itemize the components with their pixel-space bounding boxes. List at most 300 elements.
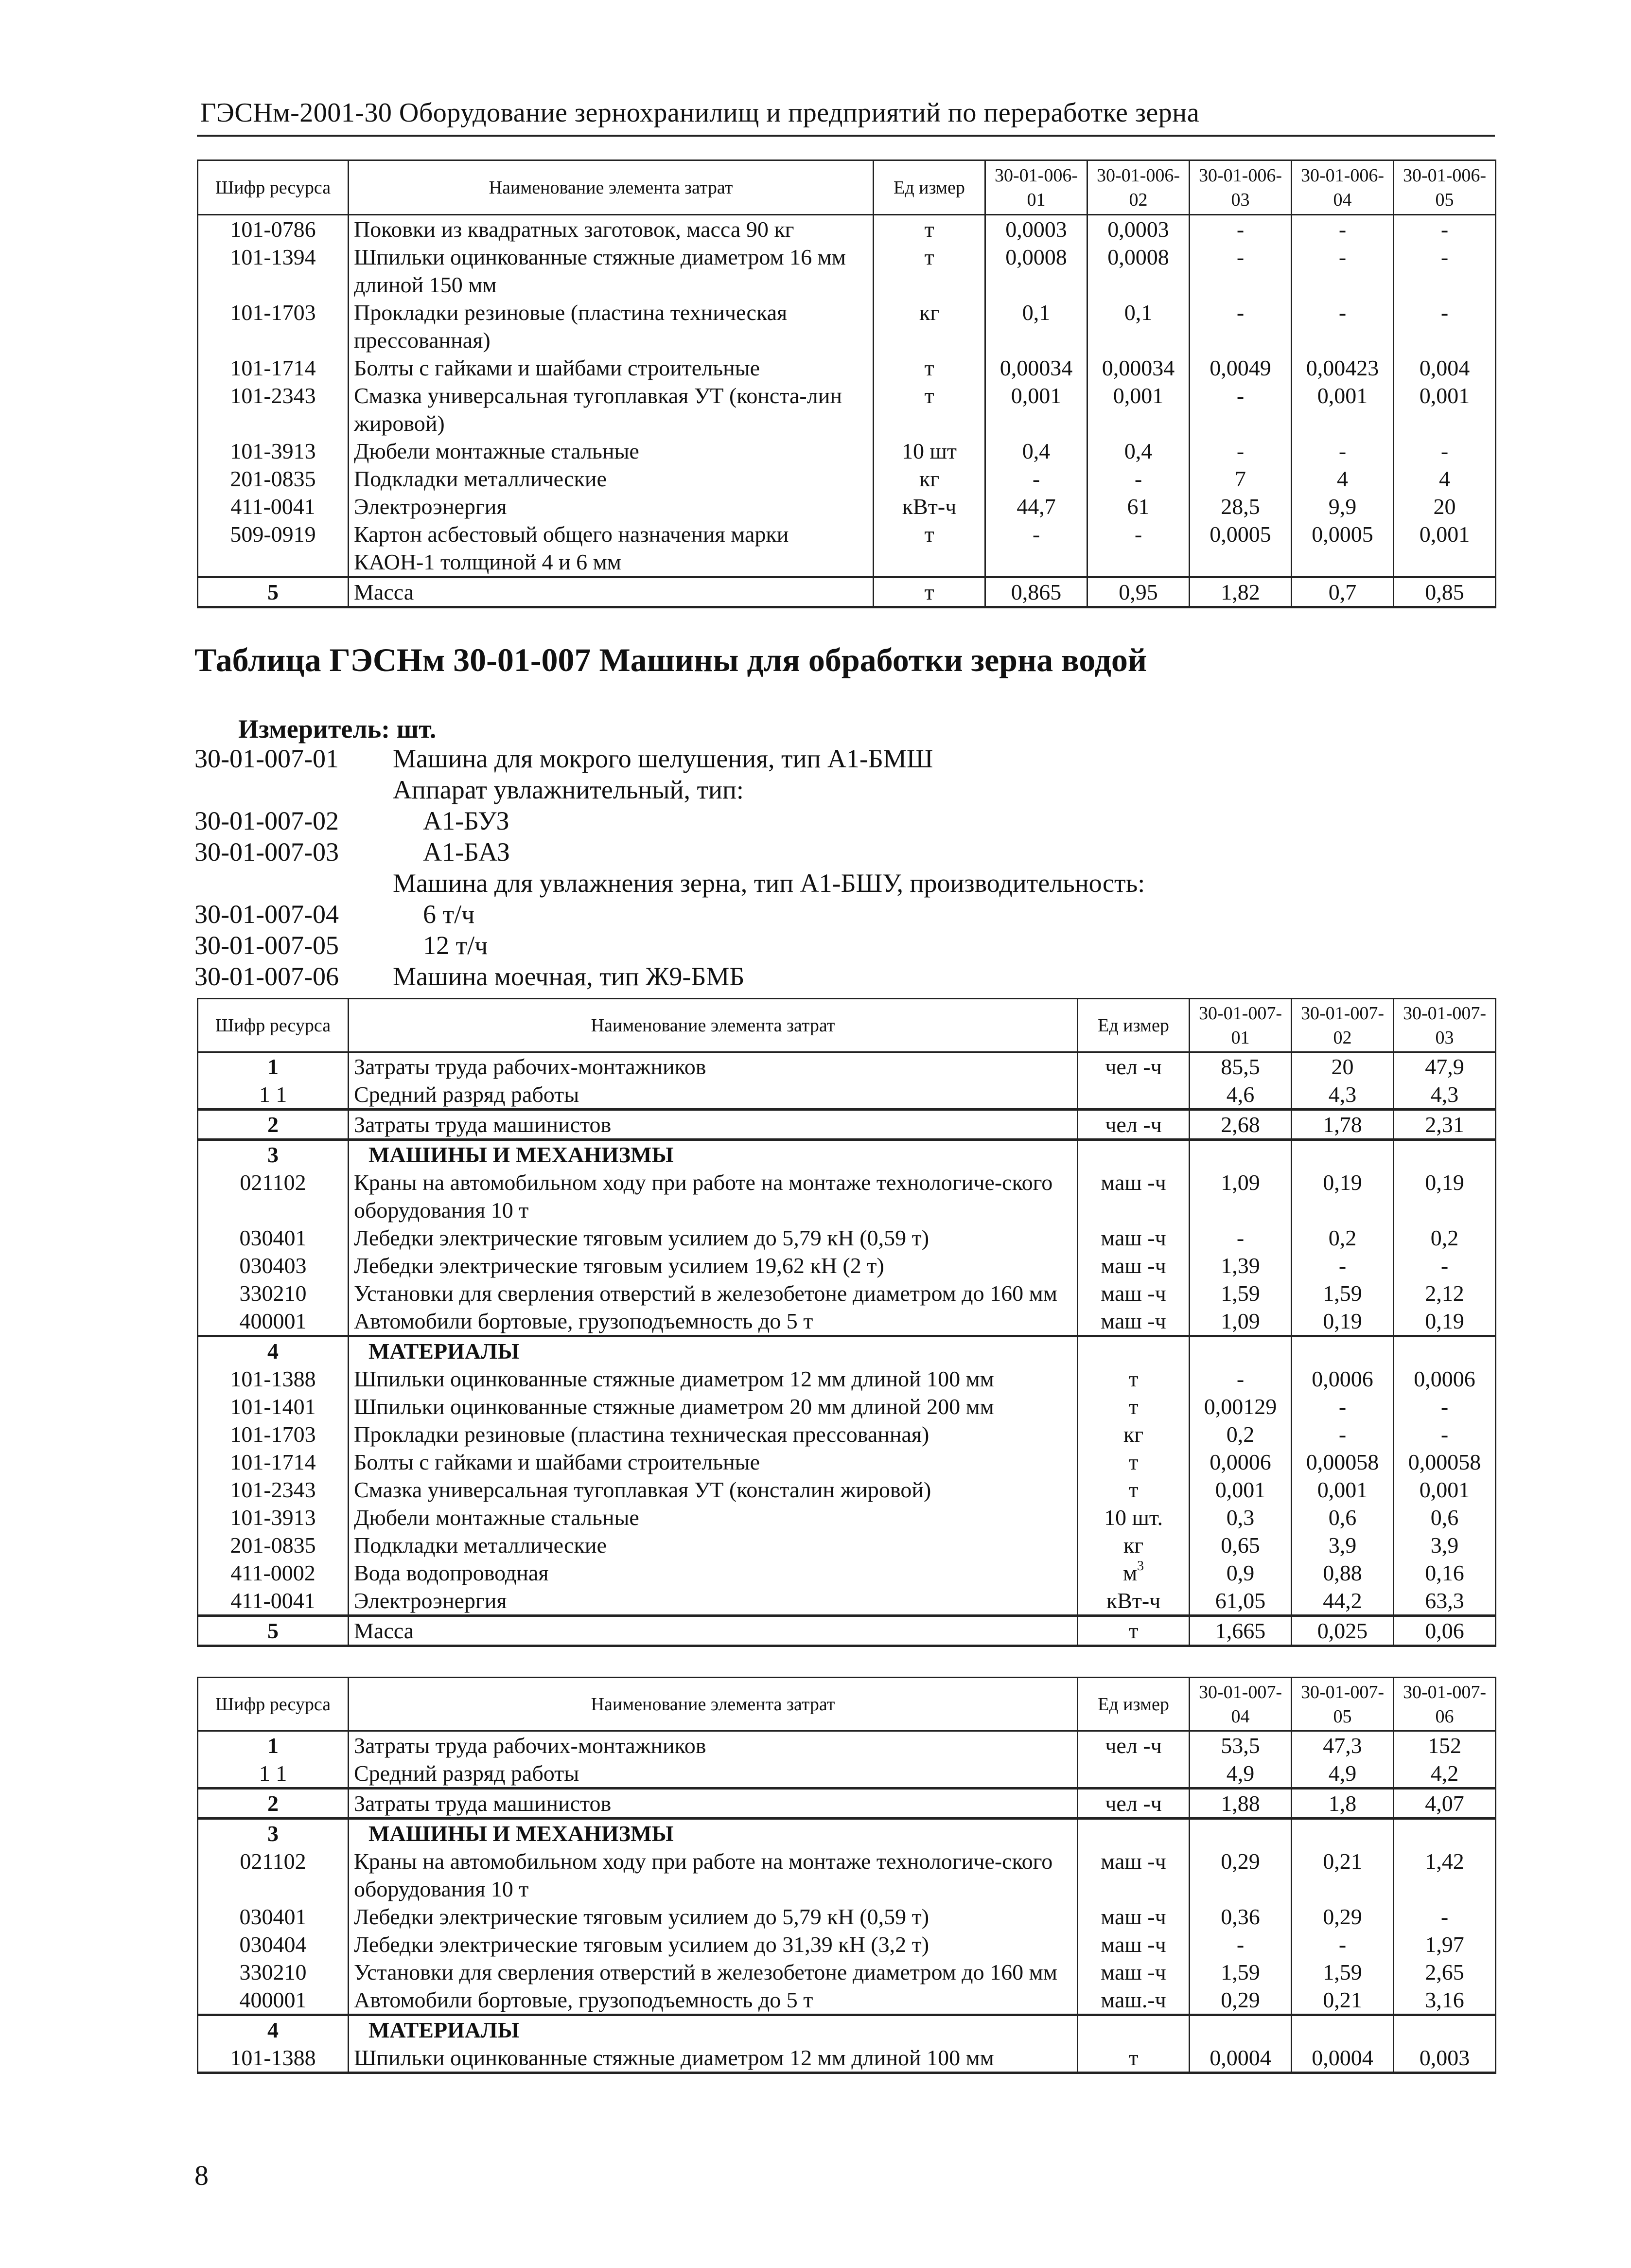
table-row bbox=[198, 1616, 1496, 1646]
value-cell: - bbox=[1394, 215, 1496, 244]
variant-description: Аппарат увлажнительный, тип: bbox=[393, 775, 744, 804]
table-row bbox=[198, 1140, 1496, 1169]
value-cell: 1,82 bbox=[1190, 577, 1292, 607]
value-cell: 1,78 bbox=[1292, 1110, 1394, 1140]
header-variant: 30-01-007-03 bbox=[1394, 999, 1496, 1052]
value-cell: - bbox=[1190, 243, 1292, 299]
resource-name: Электроэнергия bbox=[349, 493, 874, 520]
resource-name: Затраты труда машинистов bbox=[349, 1789, 1078, 1819]
resource-code: 1 1 bbox=[198, 1081, 349, 1110]
unit-cell bbox=[1078, 1140, 1190, 1169]
value-cell: - bbox=[1292, 1252, 1394, 1279]
table-header-row bbox=[198, 1678, 1496, 1731]
value-cell: - bbox=[1394, 1252, 1496, 1279]
resource-code: 4 bbox=[198, 2015, 349, 2044]
value-cell: - bbox=[985, 465, 1087, 493]
value-cell: 0,001 bbox=[1292, 1476, 1394, 1504]
value-cell: 0,29 bbox=[1190, 1847, 1292, 1903]
unit-text: т bbox=[924, 217, 934, 242]
unit-cell bbox=[1078, 1958, 1190, 1986]
resource-code: 1 1 bbox=[198, 1759, 349, 1789]
value-cell: 0,0003 bbox=[1087, 215, 1190, 244]
value-cell: - bbox=[1292, 1931, 1394, 1958]
resource-name: Краны на автомобильном ходу при работе на монтаже технологиче-ского оборудования 10 т bbox=[349, 1169, 1078, 1224]
table-row bbox=[198, 1986, 1496, 2015]
value-cell: 0,001 bbox=[1394, 1476, 1496, 1504]
variant-item bbox=[194, 961, 1264, 992]
unit-cell bbox=[1078, 1169, 1190, 1224]
unit-text: маш.-ч bbox=[1101, 1987, 1166, 2012]
value-cell: - bbox=[1292, 215, 1394, 244]
resource-name: Масса bbox=[349, 1616, 1078, 1646]
table-row bbox=[198, 215, 1496, 244]
resource-code: 101-1388 bbox=[198, 1365, 349, 1393]
unit-text: маш -ч bbox=[1101, 1932, 1166, 1957]
unit-text: кг bbox=[919, 466, 940, 491]
value-cell: 0,2 bbox=[1292, 1224, 1394, 1252]
table-row bbox=[198, 1081, 1496, 1110]
header-variant: 30-01-007-01 bbox=[1190, 999, 1292, 1052]
unit-text: т bbox=[924, 245, 934, 269]
table-row bbox=[198, 1252, 1496, 1279]
value-cell: 20 bbox=[1292, 1052, 1394, 1081]
value-cell: - bbox=[1394, 243, 1496, 299]
value-cell: 0,001 bbox=[1394, 382, 1496, 437]
variant-description: Машина для мокрого шелушения, тип А1-БМШ bbox=[393, 744, 933, 773]
variant-item bbox=[194, 930, 1264, 961]
unit-text: кВт-ч bbox=[1106, 1588, 1161, 1613]
value-cell bbox=[1292, 1140, 1394, 1169]
unit-text: кг bbox=[919, 300, 940, 325]
resource-code: 2 bbox=[198, 1789, 349, 1819]
value-cell: 0,06 bbox=[1394, 1616, 1496, 1646]
resource-name: Затраты труда рабочих-монтажников bbox=[349, 1052, 1078, 1081]
table-header-row bbox=[198, 160, 1496, 215]
table-row bbox=[198, 2044, 1496, 2073]
table-row bbox=[198, 437, 1496, 465]
value-cell: - bbox=[1394, 1393, 1496, 1420]
value-cell: 28,5 bbox=[1190, 493, 1292, 520]
value-cell: 0,0003 bbox=[985, 215, 1087, 244]
unit-text: т bbox=[924, 580, 934, 604]
value-cell bbox=[1394, 1140, 1496, 1169]
value-cell bbox=[1190, 1336, 1292, 1365]
variant-code: 30-01-007-01 bbox=[194, 744, 339, 773]
value-cell: 0,0006 bbox=[1394, 1365, 1496, 1393]
unit-text: маш -ч bbox=[1101, 1281, 1166, 1306]
resource-code: 101-0786 bbox=[198, 215, 349, 244]
unit-cell bbox=[1078, 1531, 1190, 1559]
variant-code: 30-01-007-02 bbox=[194, 806, 339, 835]
value-cell: 0,16 bbox=[1394, 1559, 1496, 1587]
unit-cell bbox=[1078, 1903, 1190, 1931]
value-cell: 7 bbox=[1190, 465, 1292, 493]
resource-code: 101-1714 bbox=[198, 1448, 349, 1476]
unit-text: маш -ч bbox=[1101, 1309, 1166, 1333]
resource-code: 1 bbox=[198, 1052, 349, 1081]
value-cell: 0,025 bbox=[1292, 1616, 1394, 1646]
resource-code: 509-0919 bbox=[198, 520, 349, 577]
unit-text: т bbox=[924, 383, 934, 408]
value-cell bbox=[1190, 1819, 1292, 1848]
unit-cell bbox=[874, 437, 985, 465]
value-cell: 0,19 bbox=[1394, 1307, 1496, 1336]
value-cell: 0,001 bbox=[1394, 520, 1496, 577]
value-cell: 3,16 bbox=[1394, 1986, 1496, 2015]
value-cell: 4,07 bbox=[1394, 1789, 1496, 1819]
table-row bbox=[198, 1307, 1496, 1336]
unit-cell bbox=[1078, 1052, 1190, 1081]
value-cell: 4,6 bbox=[1190, 1081, 1292, 1110]
resource-code: 400001 bbox=[198, 1986, 349, 2015]
value-cell: 63,3 bbox=[1394, 1587, 1496, 1616]
value-cell: - bbox=[1190, 1931, 1292, 1958]
variant-description: А1-БАЗ bbox=[423, 837, 510, 867]
table-row bbox=[198, 1903, 1496, 1931]
value-cell: 1,97 bbox=[1394, 1931, 1496, 1958]
value-cell: 0,004 bbox=[1394, 354, 1496, 382]
section-title: МАШИНЫ И МЕХАНИЗМЫ bbox=[349, 1140, 1078, 1169]
value-cell: - bbox=[1394, 1420, 1496, 1448]
measure-unit: Измеритель: шт. bbox=[238, 714, 437, 744]
resource-name: Лебедки электрические тяговым усилием до 5,79 кН (0,59 т) bbox=[349, 1903, 1078, 1931]
value-cell bbox=[1292, 1336, 1394, 1365]
resource-name: Поковки из квадратных заготовок, масса 90 кг bbox=[349, 215, 874, 244]
resource-code: 101-1388 bbox=[198, 2044, 349, 2073]
value-cell: 4,3 bbox=[1292, 1081, 1394, 1110]
resource-name: Картон асбестовый общего назначения марки КАОН-1 толщиной 4 и 6 мм bbox=[349, 520, 874, 577]
unit-cell bbox=[1078, 1731, 1190, 1760]
unit-cell bbox=[874, 382, 985, 437]
header-variant: 30-01-007-05 bbox=[1292, 1678, 1394, 1731]
resource-code: 030401 bbox=[198, 1224, 349, 1252]
value-cell: - bbox=[1190, 437, 1292, 465]
header-variant: 30-01-007-06 bbox=[1394, 1678, 1496, 1731]
value-cell: - bbox=[1292, 437, 1394, 465]
value-cell: 0,0005 bbox=[1292, 520, 1394, 577]
value-cell: 0,21 bbox=[1292, 1986, 1394, 2015]
value-cell: 0,36 bbox=[1190, 1903, 1292, 1931]
unit-cell bbox=[874, 243, 985, 299]
value-cell: 47,3 bbox=[1292, 1731, 1394, 1760]
page-number: 8 bbox=[194, 2160, 209, 2191]
resource-code: 030403 bbox=[198, 1252, 349, 1279]
value-cell: 0,0008 bbox=[985, 243, 1087, 299]
value-cell: 0,865 bbox=[985, 577, 1087, 607]
resource-name: Подкладки металлические bbox=[349, 465, 874, 493]
resource-name: Прокладки резиновые (пластина техническая прессованная) bbox=[349, 299, 874, 354]
table-row bbox=[198, 1819, 1496, 1848]
unit-text: чел -ч bbox=[1105, 1112, 1162, 1137]
value-cell: 0,9 bbox=[1190, 1559, 1292, 1587]
resource-code: 101-3913 bbox=[198, 437, 349, 465]
value-cell: 0,001 bbox=[1087, 382, 1190, 437]
value-cell: 2,65 bbox=[1394, 1958, 1496, 1986]
table-row bbox=[198, 1731, 1496, 1760]
header-variant: 30-01-006-05 bbox=[1394, 160, 1496, 215]
header-name: Наименование элемента затрат bbox=[349, 160, 874, 215]
section-title: МАТЕРИАЛЫ bbox=[349, 1336, 1078, 1365]
value-cell: 0,001 bbox=[985, 382, 1087, 437]
header-code: Шифр ресурса bbox=[198, 999, 349, 1052]
table-row bbox=[198, 1336, 1496, 1365]
header-unit: Ед измер bbox=[1078, 1678, 1190, 1731]
value-cell: 1,42 bbox=[1394, 1847, 1496, 1903]
resource-name: Болты с гайками и шайбами строительные bbox=[349, 1448, 1078, 1476]
resource-name: Масса bbox=[349, 577, 874, 607]
resource-code: 2 bbox=[198, 1110, 349, 1140]
value-cell: 4,2 bbox=[1394, 1759, 1496, 1789]
variant-list bbox=[194, 743, 1264, 992]
value-cell bbox=[1394, 1336, 1496, 1365]
value-cell: 4,9 bbox=[1190, 1759, 1292, 1789]
value-cell: 0,0049 bbox=[1190, 354, 1292, 382]
variant-description: А1-БУЗ bbox=[423, 806, 509, 835]
unit-text: м bbox=[1122, 1560, 1138, 1585]
value-cell bbox=[1394, 1819, 1496, 1848]
value-cell: 44,7 bbox=[985, 493, 1087, 520]
table-row bbox=[198, 1110, 1496, 1140]
header-variant: 30-01-006-02 bbox=[1087, 160, 1190, 215]
value-cell: 3,9 bbox=[1394, 1531, 1496, 1559]
value-cell: 0,2 bbox=[1190, 1420, 1292, 1448]
value-cell: 53,5 bbox=[1190, 1731, 1292, 1760]
value-cell: 4 bbox=[1292, 465, 1394, 493]
value-cell: - bbox=[1292, 1393, 1394, 1420]
value-cell: 9,9 bbox=[1292, 493, 1394, 520]
resource-name: Смазка универсальная тугоплавкая УТ (конста-лин жировой) bbox=[349, 382, 874, 437]
resource-name: Лебедки электрические тяговым усилием 19,62 кН (2 т) bbox=[349, 1252, 1078, 1279]
value-cell: - bbox=[985, 520, 1087, 577]
value-cell: 0,0004 bbox=[1292, 2044, 1394, 2073]
value-cell: - bbox=[1292, 1420, 1394, 1448]
value-cell: 1,59 bbox=[1292, 1958, 1394, 1986]
variant-item bbox=[194, 836, 1264, 868]
resource-name: Лебедки электрические тяговым усилием до 31,39 кН (3,2 т) bbox=[349, 1931, 1078, 1958]
value-cell: 3,9 bbox=[1292, 1531, 1394, 1559]
value-cell: 47,9 bbox=[1394, 1052, 1496, 1081]
resource-name: Дюбели монтажные стальные bbox=[349, 437, 874, 465]
variant-item bbox=[194, 774, 1264, 805]
resource-code: 5 bbox=[198, 1616, 349, 1646]
resource-name: Подкладки металлические bbox=[349, 1531, 1078, 1559]
value-cell bbox=[1190, 1140, 1292, 1169]
variant-description: Машина для увлажнения зерна, тип А1-БШУ, производительность: bbox=[393, 868, 1145, 898]
table-row bbox=[198, 1759, 1496, 1789]
value-cell: 0,00058 bbox=[1292, 1448, 1394, 1476]
value-cell: - bbox=[1394, 1903, 1496, 1931]
resource-code: 330210 bbox=[198, 1279, 349, 1307]
resource-name: Средний разряд работы bbox=[349, 1081, 1078, 1110]
table-row bbox=[198, 1559, 1496, 1587]
resource-code: 021102 bbox=[198, 1847, 349, 1903]
table-row bbox=[198, 1169, 1496, 1224]
header-variant: 30-01-006-03 bbox=[1190, 160, 1292, 215]
value-cell: 0,29 bbox=[1292, 1903, 1394, 1931]
table-row bbox=[198, 1365, 1496, 1393]
unit-text: кг bbox=[1123, 1422, 1144, 1447]
resource-code: 021102 bbox=[198, 1169, 349, 1224]
header-code: Шифр ресурса bbox=[198, 160, 349, 215]
resource-name: Шпильки оцинкованные стяжные диаметром 20 мм длиной 200 мм bbox=[349, 1393, 1078, 1420]
value-cell: 0,0004 bbox=[1190, 2044, 1292, 2073]
value-cell: - bbox=[1394, 299, 1496, 354]
value-cell: 0,0006 bbox=[1190, 1448, 1292, 1476]
resource-code: 1 bbox=[198, 1731, 349, 1760]
value-cell: 61 bbox=[1087, 493, 1190, 520]
variant-code: 30-01-007-06 bbox=[194, 962, 339, 991]
table-row bbox=[198, 1847, 1496, 1903]
table-row bbox=[198, 1420, 1496, 1448]
value-cell: 1,59 bbox=[1190, 1279, 1292, 1307]
resource-code: 4 bbox=[198, 1336, 349, 1365]
value-cell: 0,003 bbox=[1394, 2044, 1496, 2073]
value-cell: 0,4 bbox=[1087, 437, 1190, 465]
unit-text: чел -ч bbox=[1105, 1054, 1162, 1079]
header-variant: 30-01-007-04 bbox=[1190, 1678, 1292, 1731]
value-cell: 0,001 bbox=[1292, 382, 1394, 437]
resource-code: 101-3913 bbox=[198, 1504, 349, 1531]
resource-code: 101-1703 bbox=[198, 299, 349, 354]
unit-text: маш -ч bbox=[1101, 1253, 1166, 1278]
resource-code: 101-1703 bbox=[198, 1420, 349, 1448]
value-cell: 0,4 bbox=[985, 437, 1087, 465]
resource-name: Болты с гайками и шайбами строительные bbox=[349, 354, 874, 382]
resource-code: 411-0041 bbox=[198, 1587, 349, 1616]
variant-item bbox=[194, 805, 1264, 836]
value-cell: - bbox=[1087, 520, 1190, 577]
value-cell: 0,0005 bbox=[1190, 520, 1292, 577]
value-cell: 0,00423 bbox=[1292, 354, 1394, 382]
unit-text: т bbox=[1128, 1477, 1139, 1502]
unit-text: т bbox=[924, 355, 934, 380]
value-cell: 0,6 bbox=[1292, 1504, 1394, 1531]
resource-name: Автомобили бортовые, грузоподъемность до 5 т bbox=[349, 1307, 1078, 1336]
value-cell: - bbox=[1190, 299, 1292, 354]
unit-cell bbox=[1078, 1365, 1190, 1393]
resource-name: Шпильки оцинкованные стяжные диаметром 12 мм длиной 100 мм bbox=[349, 1365, 1078, 1393]
unit-cell bbox=[1078, 1420, 1190, 1448]
value-cell: 0,6 bbox=[1394, 1504, 1496, 1531]
unit-cell bbox=[1078, 1110, 1190, 1140]
value-cell: - bbox=[1394, 437, 1496, 465]
unit-cell bbox=[1078, 1081, 1190, 1110]
unit-cell bbox=[1078, 1448, 1190, 1476]
value-cell: 0,85 bbox=[1394, 577, 1496, 607]
unit-cell bbox=[1078, 1616, 1190, 1646]
value-cell: 0,1 bbox=[985, 299, 1087, 354]
resource-code: 411-0041 bbox=[198, 493, 349, 520]
unit-superscript: 3 bbox=[1137, 1559, 1144, 1574]
header-unit: Ед измер bbox=[874, 160, 985, 215]
value-cell: 0,19 bbox=[1292, 1169, 1394, 1224]
table-row bbox=[198, 465, 1496, 493]
resource-code: 030404 bbox=[198, 1931, 349, 1958]
resource-code: 3 bbox=[198, 1140, 349, 1169]
unit-cell bbox=[874, 465, 985, 493]
resource-name: Краны на автомобильном ходу при работе на монтаже технологиче-ского оборудования 10 т bbox=[349, 1847, 1078, 1903]
value-cell: - bbox=[1190, 1224, 1292, 1252]
table-row bbox=[198, 1476, 1496, 1504]
unit-cell bbox=[1078, 1789, 1190, 1819]
section-title: МАТЕРИАЛЫ bbox=[349, 2015, 1078, 2044]
value-cell: 152 bbox=[1394, 1731, 1496, 1760]
value-cell: 0,7 bbox=[1292, 577, 1394, 607]
resource-name: Установки для сверления отверстий в железобетоне диаметром до 160 мм bbox=[349, 1279, 1078, 1307]
unit-cell bbox=[1078, 2044, 1190, 2073]
header-rule bbox=[197, 135, 1495, 137]
unit-text: т bbox=[1128, 1366, 1139, 1391]
resource-name: Вода водопроводная bbox=[349, 1559, 1078, 1587]
value-cell: 1,39 bbox=[1190, 1252, 1292, 1279]
unit-text: маш -ч bbox=[1101, 1904, 1166, 1929]
unit-text: т bbox=[1128, 1394, 1139, 1419]
resource-name: Затраты труда рабочих-монтажников bbox=[349, 1731, 1078, 1760]
resource-name: Установки для сверления отверстий в железобетоне диаметром до 160 мм bbox=[349, 1958, 1078, 1986]
table-row bbox=[198, 1531, 1496, 1559]
resource-name: Автомобили бортовые, грузоподъемность до 5 т bbox=[349, 1986, 1078, 2015]
unit-text: 10 шт. bbox=[1104, 1505, 1163, 1530]
unit-text: т bbox=[1128, 1618, 1139, 1643]
resource-code: 5 bbox=[198, 577, 349, 607]
resource-code: 101-1714 bbox=[198, 354, 349, 382]
table-row bbox=[198, 1931, 1496, 1958]
value-cell: 0,21 bbox=[1292, 1847, 1394, 1903]
unit-cell bbox=[1078, 1476, 1190, 1504]
unit-cell bbox=[1078, 1336, 1190, 1365]
value-cell: - bbox=[1190, 215, 1292, 244]
value-cell: - bbox=[1292, 299, 1394, 354]
unit-cell bbox=[1078, 1759, 1190, 1789]
value-cell: 85,5 bbox=[1190, 1052, 1292, 1081]
variant-description: Машина моечная, тип Ж9-БМБ bbox=[393, 962, 745, 991]
variant-code: 30-01-007-04 bbox=[194, 900, 339, 929]
value-cell: 0,0008 bbox=[1087, 243, 1190, 299]
header-variant: 30-01-006-01 bbox=[985, 160, 1087, 215]
unit-cell bbox=[874, 299, 985, 354]
table-row bbox=[198, 1789, 1496, 1819]
variant-code: 30-01-007-05 bbox=[194, 931, 339, 960]
value-cell: 0,19 bbox=[1394, 1169, 1496, 1224]
value-cell: 0,65 bbox=[1190, 1531, 1292, 1559]
value-cell: 0,00034 bbox=[985, 354, 1087, 382]
resource-name: Электроэнергия bbox=[349, 1587, 1078, 1616]
unit-cell bbox=[874, 354, 985, 382]
value-cell: 20 bbox=[1394, 493, 1496, 520]
unit-text: т bbox=[1128, 1450, 1139, 1474]
unit-cell bbox=[874, 577, 985, 607]
value-cell: 1,8 bbox=[1292, 1789, 1394, 1819]
table-row bbox=[198, 1393, 1496, 1420]
unit-cell bbox=[1078, 1559, 1190, 1587]
value-cell: 0,95 bbox=[1087, 577, 1190, 607]
table-row bbox=[198, 1587, 1496, 1616]
value-cell: 0,2 bbox=[1394, 1224, 1496, 1252]
resource-code: 201-0835 bbox=[198, 465, 349, 493]
value-cell: 2,12 bbox=[1394, 1279, 1496, 1307]
value-cell: 1,88 bbox=[1190, 1789, 1292, 1819]
resource-name: Шпильки оцинкованные стяжные диаметром 16 мм длиной 150 мм bbox=[349, 243, 874, 299]
variant-item bbox=[194, 899, 1264, 930]
unit-text: маш -ч bbox=[1101, 1225, 1166, 1250]
value-cell: 0,00034 bbox=[1087, 354, 1190, 382]
resource-code: 400001 bbox=[198, 1307, 349, 1336]
value-cell: 2,31 bbox=[1394, 1110, 1496, 1140]
value-cell: 4 bbox=[1394, 465, 1496, 493]
value-cell: - bbox=[1087, 465, 1190, 493]
table-row bbox=[198, 1504, 1496, 1531]
variant-item bbox=[194, 743, 1264, 774]
